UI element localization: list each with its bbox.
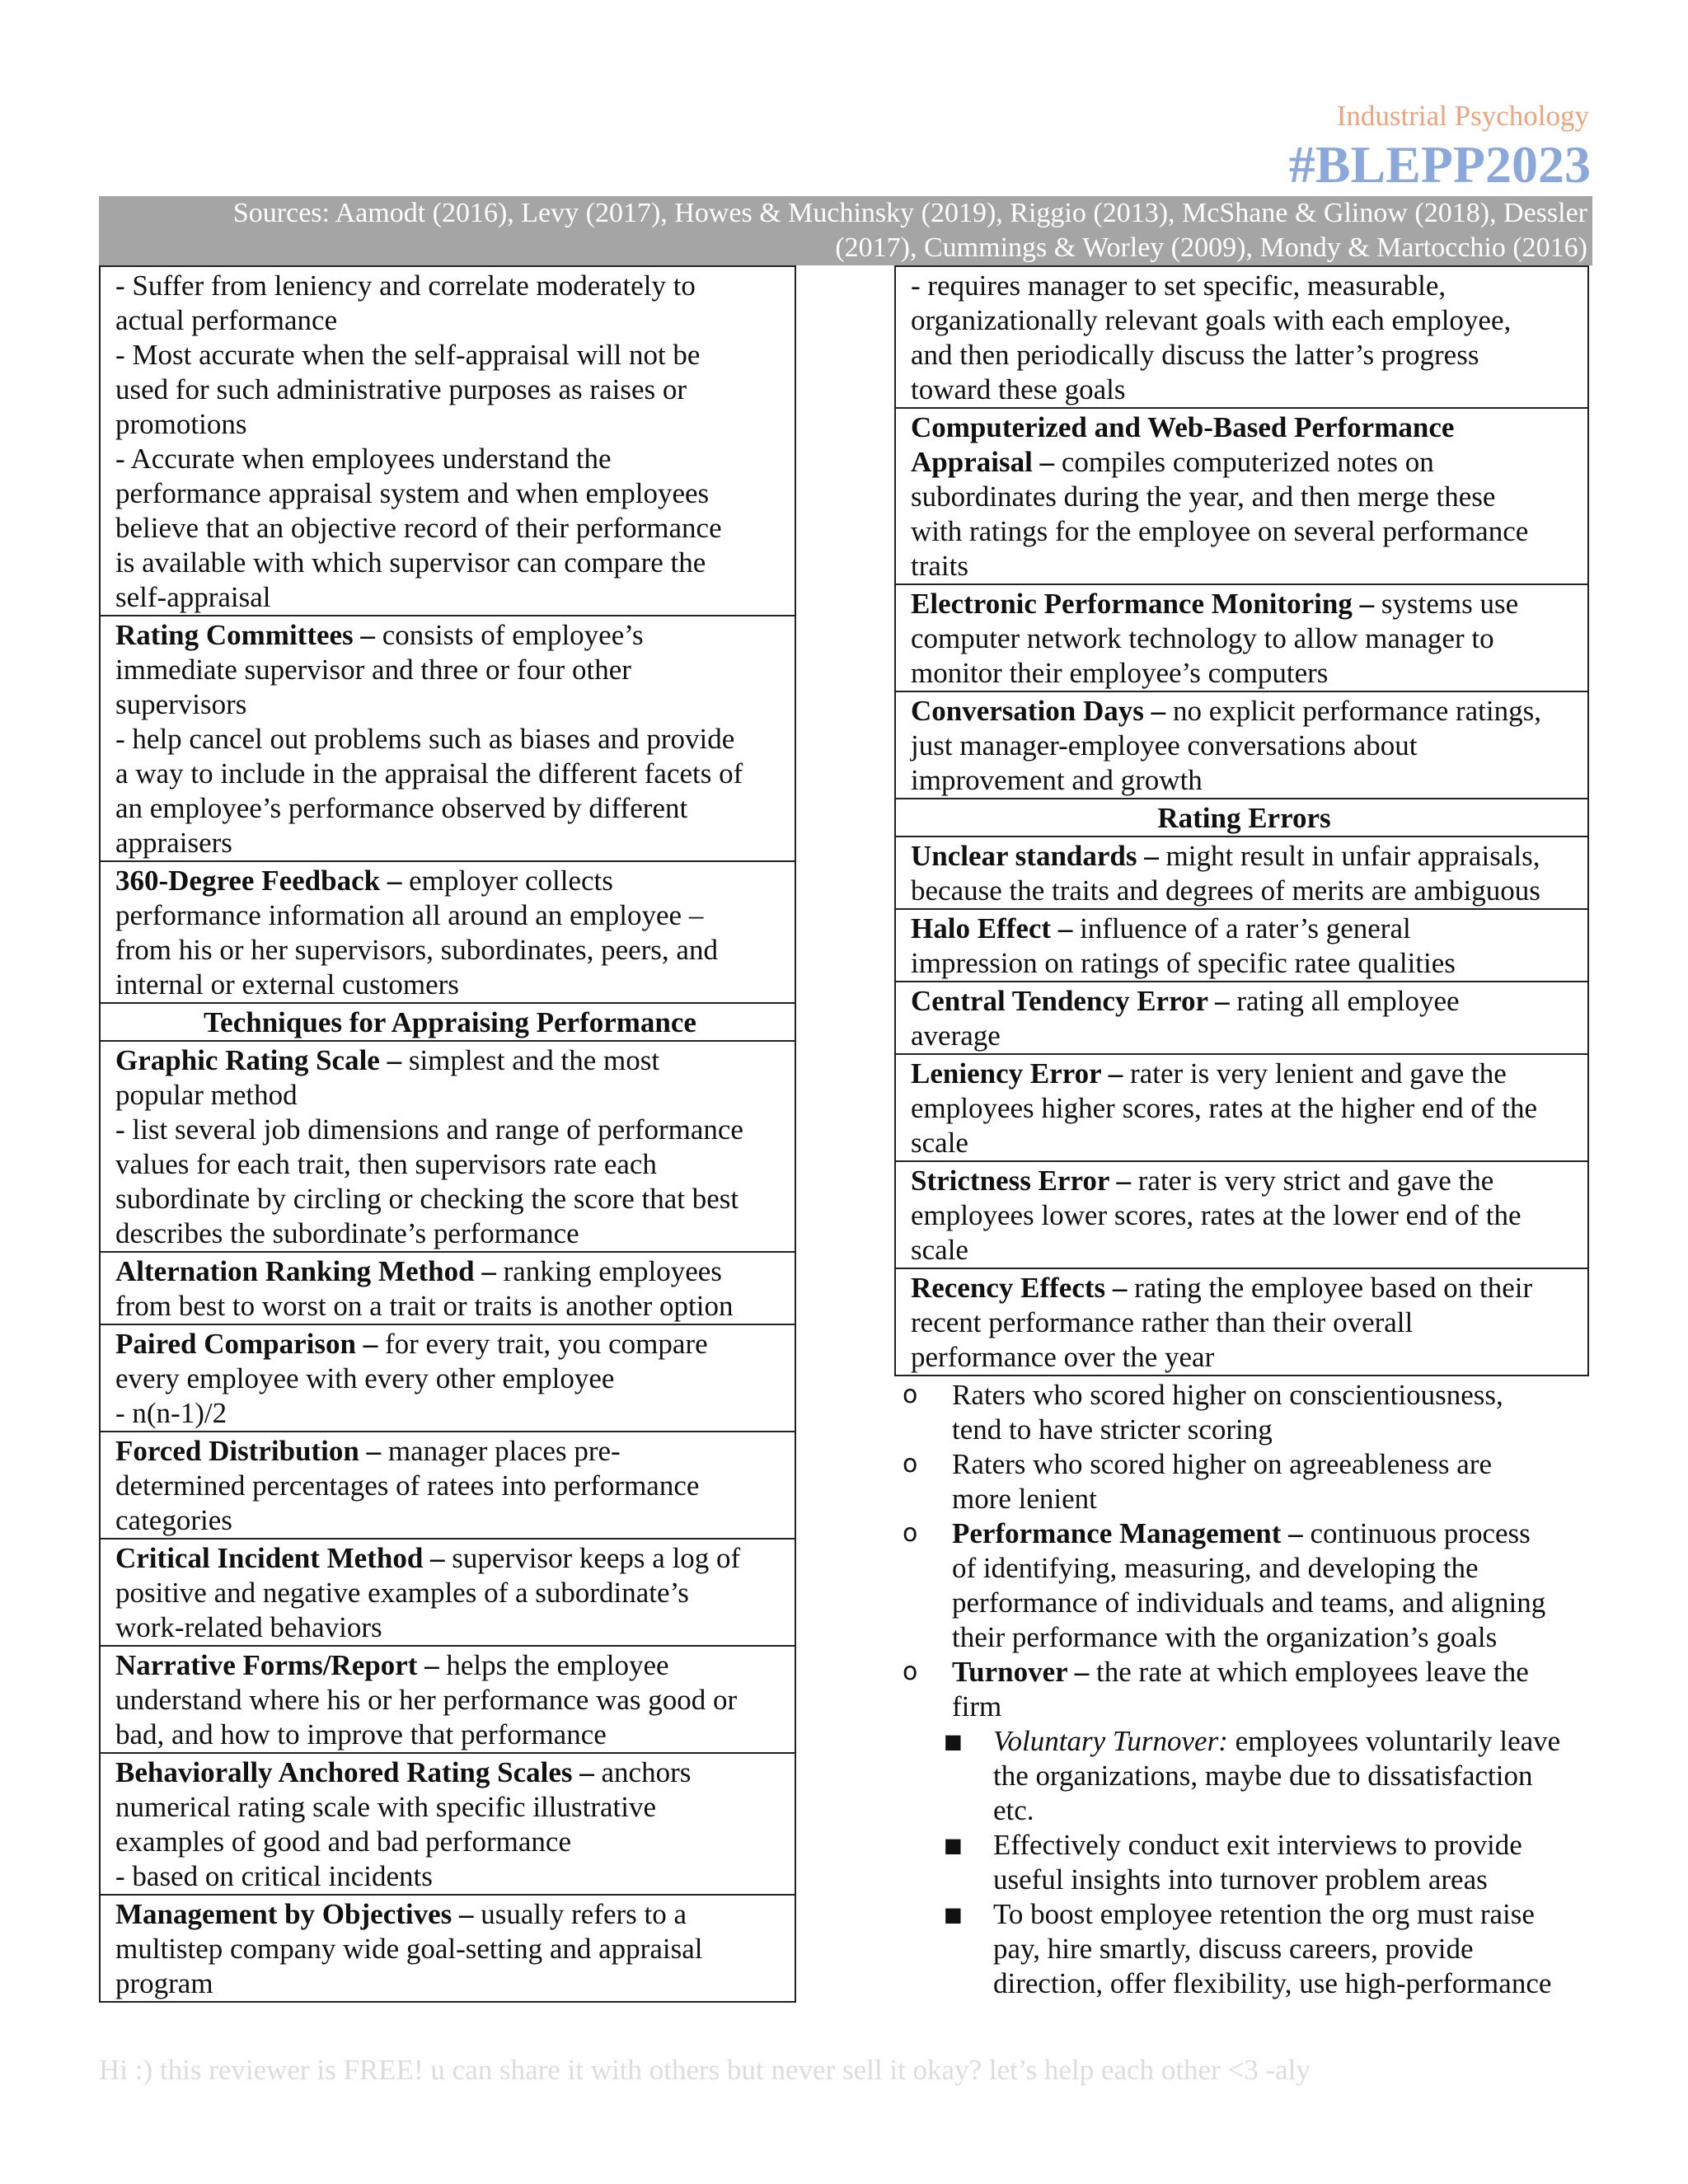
definition-text: an employee’s performance observed by different <box>115 792 688 824</box>
table-row <box>896 691 1587 798</box>
definition-text: describes the subordinate’s performance <box>115 1217 579 1249</box>
text-line <box>911 1164 1578 1198</box>
definition-text: supervisor keeps a log of <box>444 1542 741 1574</box>
table-row <box>101 1251 795 1324</box>
text-line <box>115 1361 785 1396</box>
text-line <box>115 1859 785 1894</box>
text-line <box>911 587 1578 621</box>
definition-text: rater is very lenient and gave the <box>1123 1057 1507 1090</box>
definition-text: positive and negative examples of a subordinate’s <box>115 1577 689 1609</box>
text-line <box>115 826 785 860</box>
section-heading: Techniques for Appraising Performance <box>101 1002 795 1040</box>
text-line <box>115 1469 785 1503</box>
table-row <box>896 583 1587 691</box>
definition-text: pay, hire smartly, discuss careers, provide <box>993 1933 1474 1965</box>
term: Conversation Days – <box>911 695 1166 727</box>
text-line <box>911 912 1578 946</box>
text-line <box>993 1828 1589 1863</box>
text-line <box>115 373 785 407</box>
text-line <box>115 1683 785 1718</box>
text-line <box>115 1755 785 1790</box>
definition-text: scale <box>911 1127 968 1159</box>
text-line <box>115 1576 785 1610</box>
definition-text: consists of employee’s <box>374 619 644 651</box>
term: Graphic Rating Scale – <box>115 1044 402 1076</box>
term: Leniency Error – <box>911 1057 1123 1090</box>
definition-text: To boost employee retention the org must raise <box>993 1898 1535 1930</box>
term: Strictness Error – <box>911 1165 1131 1197</box>
definition-text: impression on ratings of specific ratee qualities <box>911 947 1456 979</box>
text-line <box>952 1586 1589 1620</box>
definition-text: popular method <box>115 1079 298 1111</box>
definition-text: bad, and how to improve that performance <box>115 1718 607 1750</box>
definition-text: computer network technology to allow manager to <box>911 622 1494 654</box>
text-line <box>952 1482 1589 1516</box>
sub-bullet-item <box>894 1897 1589 2001</box>
text-line <box>911 694 1578 729</box>
left-column <box>99 265 796 2003</box>
definition-text: - Accurate when employees understand the <box>115 443 612 475</box>
definition-text: supervisors <box>115 688 247 720</box>
definition-text: systems use <box>1374 588 1519 620</box>
text-line <box>911 303 1578 338</box>
term: Unclear standards – <box>911 840 1159 872</box>
text-line <box>911 269 1578 303</box>
table-row <box>896 836 1587 908</box>
definition-text: firm <box>952 1690 1002 1722</box>
definition-text: numerical rating scale with specific illustrative <box>115 1791 657 1823</box>
document-tag: #BLEPP2023 <box>1288 135 1591 194</box>
text-line <box>993 1863 1589 1897</box>
text-line <box>952 1551 1589 1586</box>
text-line <box>115 1790 785 1825</box>
definition-text: work-related behaviors <box>115 1611 382 1643</box>
definition-text: employer collects <box>401 865 613 897</box>
left-table <box>99 265 796 2003</box>
definition-text: performance information all around an employee – <box>115 899 704 931</box>
text-line <box>952 1447 1589 1482</box>
text-line <box>115 1043 785 1078</box>
definition-text: useful insights into turnover problem areas <box>993 1863 1488 1896</box>
definition-text: with ratings for the employee on several performance <box>911 515 1529 547</box>
sub-bullet-item <box>894 1724 1589 1828</box>
term: Forced Distribution – <box>115 1435 382 1467</box>
definition-text: employees higher scores, rates at the higher end of the <box>911 1092 1538 1124</box>
text-line <box>115 1327 785 1361</box>
table-row <box>101 1645 795 1752</box>
text-line <box>911 763 1578 798</box>
text-line <box>115 1147 785 1182</box>
text-line <box>115 1078 785 1113</box>
text-line <box>115 722 785 757</box>
definition-text: usually refers to a <box>473 1898 687 1930</box>
definition-text: - requires manager to set specific, measurable, <box>911 269 1447 302</box>
text-line <box>911 445 1578 480</box>
section-heading: Rating Errors <box>896 798 1587 836</box>
definition-text: subordinates during the year, and then merge these <box>911 480 1496 513</box>
text-line <box>115 1718 785 1752</box>
text-line <box>115 757 785 791</box>
term: Halo Effect – <box>911 912 1073 944</box>
definition-text: believe that an objective record of their performance <box>115 512 722 544</box>
definition-text: employees lower scores, rates at the lower end of the <box>911 1199 1522 1231</box>
text-line <box>115 653 785 687</box>
text-line <box>911 984 1578 1019</box>
term: Paired Comparison – <box>115 1328 378 1360</box>
definition-text: continuous process <box>1302 1517 1531 1549</box>
table-row <box>896 1160 1587 1268</box>
bullet-item <box>894 1655 1589 1724</box>
definition-text: is available with which supervisor can compare the <box>115 546 706 579</box>
text-line <box>911 373 1578 407</box>
text-line <box>911 338 1578 373</box>
term: 360-Degree Feedback – <box>115 865 402 897</box>
definition-text: examples of good and bad performance <box>115 1825 571 1858</box>
text-line <box>115 1897 785 1932</box>
text-line <box>115 898 785 933</box>
circle-bullet-icon: o <box>903 1519 918 1548</box>
definition-text: the rate at which employees leave the <box>1089 1656 1529 1688</box>
circle-bullet-icon: o <box>903 1380 918 1409</box>
right-table <box>894 265 1589 1376</box>
definition-text: monitor their employee’s computers <box>911 657 1329 689</box>
definition-text: - list several job dimensions and range of performance <box>115 1113 743 1146</box>
bullet-list <box>894 1378 1589 2001</box>
definition-text: because the traits and degrees of merits are ambiguous <box>911 874 1540 907</box>
definition-text: actual performance <box>115 304 338 336</box>
sub-bullet-item <box>894 1828 1589 1897</box>
text-line <box>911 1057 1578 1091</box>
table-row <box>896 267 1587 407</box>
term: Electronic Performance Monitoring – <box>911 588 1375 620</box>
definition-text: multistep company wide goal-setting and appraisal <box>115 1933 703 1965</box>
table-row <box>101 1431 795 1538</box>
table-row <box>101 1324 795 1431</box>
text-line <box>115 338 785 373</box>
footer-note: Hi :) this reviewer is FREE! u can share it with others but never sell it okay? let’s help each other <3 -aly <box>99 2054 1311 2086</box>
document-subject: Industrial Psychology <box>1336 100 1589 132</box>
text-line <box>952 1378 1589 1413</box>
table-row <box>896 407 1587 583</box>
text-line <box>911 1198 1578 1233</box>
definition-text: the organizations, maybe due to dissatisfaction <box>993 1760 1533 1792</box>
square-bullet-icon: ■ <box>944 1903 963 1926</box>
table-row <box>101 860 795 1002</box>
definition-text: rater is very strict and gave the <box>1131 1165 1494 1197</box>
term: Computerized and Web-Based Performance <box>911 411 1455 443</box>
definition-text: influence of a rater’s general <box>1072 912 1411 944</box>
table-row <box>896 981 1587 1053</box>
text-line <box>115 791 785 826</box>
definition-text: organizationally relevant goals with each employee, <box>911 304 1512 336</box>
text-line <box>993 1897 1589 1932</box>
definition-text: no explicit performance ratings, <box>1165 695 1541 727</box>
table-row <box>101 267 795 615</box>
definition-text: subordinate by circling or checking the score that best <box>115 1183 739 1215</box>
table-row <box>101 1538 795 1645</box>
definition-text: appraisers <box>115 827 232 859</box>
sources-banner <box>99 196 1592 265</box>
definition-text: their performance with the organization’s goals <box>952 1621 1498 1653</box>
text-line <box>115 1541 785 1576</box>
definition-text: just manager-employee conversations about <box>911 729 1418 762</box>
sources-line: Sources: Aamodt (2016), Levy (2017), Howes & Muchinsky (2019), Riggio (2013), McShane & Glinow (2018), Dessler <box>232 198 1587 228</box>
text-line <box>911 946 1578 981</box>
definition-text: - based on critical incidents <box>115 1860 433 1892</box>
term: Management by Objectives – <box>115 1898 474 1930</box>
table-row <box>101 615 795 860</box>
text-line <box>911 1233 1578 1268</box>
text-line <box>993 1793 1589 1828</box>
text-line <box>115 1182 785 1216</box>
term: Critical Incident Method – <box>115 1542 445 1574</box>
text-line <box>115 546 785 580</box>
definition-text: self-appraisal <box>115 581 271 613</box>
definition-text: Raters who scored higher on agreeableness are <box>952 1448 1493 1480</box>
text-line <box>115 303 785 338</box>
term-italic: Voluntary Turnover: <box>993 1725 1228 1757</box>
text-line <box>115 1216 785 1251</box>
definition-text: compiles computerized notes on <box>1054 446 1434 478</box>
text-line <box>115 968 785 1002</box>
definition-text: might result in unfair appraisals, <box>1158 840 1540 872</box>
text-line <box>115 1254 785 1289</box>
text-line <box>911 1340 1578 1375</box>
text-line <box>115 407 785 442</box>
text-line <box>115 1932 785 1966</box>
text-line <box>115 933 785 968</box>
term: Alternation Ranking Method – <box>115 1255 496 1287</box>
term: Central Tendency Error – <box>911 985 1230 1017</box>
definition-text: recent performance rather than their overall <box>911 1306 1414 1338</box>
definition-text: immediate supervisor and three or four other <box>115 654 631 686</box>
definition-text: - n(n-1)/2 <box>115 1397 227 1429</box>
definition-text: direction, offer flexibility, use high-performance <box>993 1967 1552 1999</box>
text-line <box>993 1759 1589 1793</box>
text-line <box>115 269 785 303</box>
text-line <box>115 618 785 653</box>
text-line <box>911 410 1578 445</box>
text-line <box>911 549 1578 583</box>
term: Behaviorally Anchored Rating Scales – <box>115 1756 594 1788</box>
circle-bullet-icon: o <box>903 1450 918 1479</box>
definition-text: for every trait, you compare <box>377 1328 708 1360</box>
table-row <box>101 1894 795 2001</box>
text-line <box>952 1516 1589 1551</box>
text-line <box>952 1655 1589 1690</box>
text-line <box>952 1413 1589 1447</box>
definition-text: manager places pre- <box>381 1435 621 1467</box>
definition-text: - Most accurate when the self-appraisal will not be <box>115 339 701 371</box>
definition-text: helps the employee <box>438 1649 669 1681</box>
text-line <box>115 1966 785 2001</box>
definition-text: a way to include in the appraisal the different facets of <box>115 757 743 790</box>
definition-text: determined percentages of ratees into performance <box>115 1469 700 1502</box>
definition-text: improvement and growth <box>911 764 1203 796</box>
definition-text: used for such administrative purposes as raises or <box>115 373 687 405</box>
table-row <box>896 1053 1587 1160</box>
definition-text: toward these goals <box>911 373 1126 405</box>
definition-text: understand where his or her performance was good or <box>115 1684 738 1716</box>
definition-text: Raters who scored higher on conscientiousness, <box>952 1379 1503 1411</box>
definition-text: rating the employee based on their <box>1127 1272 1533 1304</box>
text-line <box>911 874 1578 908</box>
bullet-item <box>894 1447 1589 1516</box>
definition-text: employees voluntarily leave <box>1227 1725 1561 1757</box>
definition-text: from best to worst on a trait or traits is another option <box>115 1290 734 1322</box>
text-line <box>115 1825 785 1859</box>
definition-text: - help cancel out problems such as biases and provide <box>115 723 735 755</box>
text-line <box>115 1503 785 1538</box>
definition-text: of identifying, measuring, and developing the <box>952 1552 1479 1584</box>
definition-text: performance appraisal system and when employees <box>115 477 710 509</box>
term: Rating Committees – <box>115 619 375 651</box>
text-line <box>115 442 785 476</box>
definition-text: promotions <box>115 408 247 440</box>
text-line <box>952 1690 1589 1724</box>
definition-text: average <box>911 1019 1001 1052</box>
definition-text: program <box>115 1967 213 1999</box>
text-line <box>911 729 1578 763</box>
text-line <box>115 1113 785 1147</box>
definition-text: more lenient <box>952 1483 1097 1515</box>
text-line <box>993 1724 1589 1759</box>
term: Turnover – <box>952 1656 1090 1688</box>
text-line <box>115 1396 785 1431</box>
definition-text: performance of individuals and teams, and aligning <box>952 1586 1546 1619</box>
text-line <box>911 480 1578 514</box>
text-line <box>911 1271 1578 1305</box>
term: Narrative Forms/Report – <box>115 1649 439 1681</box>
definition-text: tend to have stricter scoring <box>952 1413 1273 1446</box>
bullet-item <box>894 1378 1589 1447</box>
definition-text: categories <box>115 1504 232 1536</box>
text-line <box>115 580 785 615</box>
circle-bullet-icon: o <box>903 1657 918 1686</box>
text-line <box>115 1648 785 1683</box>
text-line <box>911 656 1578 691</box>
definition-text: etc. <box>993 1794 1034 1826</box>
text-line <box>911 1019 1578 1053</box>
text-line <box>911 839 1578 874</box>
text-line <box>115 687 785 722</box>
text-line <box>911 1305 1578 1340</box>
definition-text: anchors <box>593 1756 692 1788</box>
square-bullet-icon: ■ <box>944 1730 963 1753</box>
table-row <box>896 1268 1587 1375</box>
definition-text: scale <box>911 1234 968 1266</box>
sources-line: (2017), Cummings & Worley (2009), Mondy & Martocchio (2016) <box>835 232 1587 263</box>
bullet-item <box>894 1516 1589 1655</box>
definition-text: every employee with every other employee <box>115 1362 615 1394</box>
definition-text: ranking employees <box>495 1255 722 1287</box>
definition-text: and then periodically discuss the latter’s progress <box>911 339 1479 371</box>
definition-text: values for each trait, then supervisors rate each <box>115 1148 657 1180</box>
definition-text: simplest and the most <box>401 1044 660 1076</box>
text-line <box>115 864 785 898</box>
table-row <box>101 1040 795 1251</box>
text-line <box>115 511 785 546</box>
definition-text: internal or external customers <box>115 968 459 1001</box>
table-row <box>896 908 1587 981</box>
definition-text: from his or her supervisors, subordinates, peers, and <box>115 934 718 966</box>
definition-text: - Suffer from leniency and correlate moderately to <box>115 269 696 302</box>
term: Recency Effects – <box>911 1272 1128 1304</box>
square-bullet-icon: ■ <box>944 1834 963 1857</box>
text-line <box>115 1289 785 1324</box>
text-line <box>911 621 1578 656</box>
text-line <box>115 476 785 511</box>
text-line <box>911 1091 1578 1126</box>
table-row <box>101 1752 795 1894</box>
text-line <box>115 1434 785 1469</box>
text-line <box>911 1126 1578 1160</box>
right-column <box>894 265 1589 2001</box>
definition-text: performance over the year <box>911 1341 1215 1373</box>
text-line <box>115 1610 785 1645</box>
text-line <box>993 1966 1589 2001</box>
definition-text: traits <box>911 550 968 582</box>
text-line <box>952 1620 1589 1655</box>
definition-text: Effectively conduct exit interviews to provide <box>993 1829 1522 1861</box>
term: Appraisal – <box>911 446 1055 478</box>
term: Performance Management – <box>952 1517 1303 1549</box>
text-line <box>911 514 1578 549</box>
definition-text: rating all employee <box>1229 985 1460 1017</box>
text-line <box>993 1932 1589 1966</box>
